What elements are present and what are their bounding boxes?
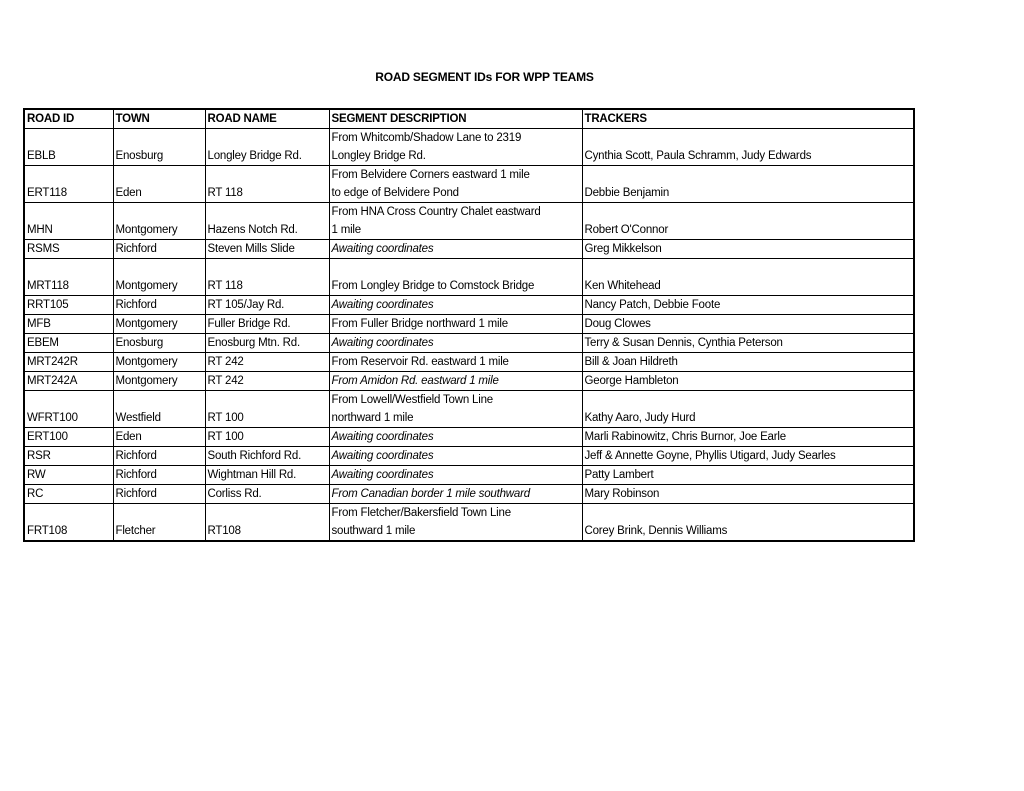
road-id-cell: MRT242R: [24, 353, 113, 372]
road-name-cell: RT 100: [205, 391, 329, 428]
segment-description-cell: [329, 428, 582, 447]
road-id-cell: MFB: [24, 315, 113, 334]
road-id-cell: RSMS: [24, 240, 113, 259]
road-name-cell: RT 118: [205, 166, 329, 203]
document-title: [0, 70, 1024, 84]
road-name-cell: Longley Bridge Rd.: [205, 129, 329, 166]
table-body: [24, 129, 914, 542]
road-name-cell: Wightman Hill Rd.: [205, 466, 329, 485]
road-id-cell: EBEM: [24, 334, 113, 353]
table-row: [24, 240, 914, 259]
segment-description-cell: [329, 129, 582, 166]
town-cell: Montgomery: [113, 372, 205, 391]
road-name-cell: RT 242: [205, 372, 329, 391]
town-cell: Fletcher: [113, 504, 205, 542]
segment-description-cell: [329, 203, 582, 240]
trackers-cell: Greg Mikkelson: [582, 240, 914, 259]
road-name-cell: RT 118: [205, 259, 329, 296]
trackers-cell: Marli Rabinowitz, Chris Burnor, Joe Earle: [582, 428, 914, 447]
table-row: [24, 296, 914, 315]
description-line: southward 1 mile: [331, 525, 416, 537]
road-id-cell: ERT118: [24, 166, 113, 203]
table-row: [24, 466, 914, 485]
table-row: [24, 372, 914, 391]
description-line: From Longley Bridge to Comstock Bridge: [331, 280, 535, 292]
trackers-cell: Bill & Joan Hildreth: [582, 353, 914, 372]
town-cell: Eden: [113, 166, 205, 203]
road-id-cell: RW: [24, 466, 113, 485]
segment-description-cell: [329, 485, 582, 504]
description-line: Awaiting coordinates: [331, 450, 434, 462]
description-line: From Fletcher/Bakersfield Town Line: [331, 507, 511, 519]
road-id-cell: RSR: [24, 447, 113, 466]
trackers-cell: Cynthia Scott, Paula Schramm, Judy Edwards: [582, 129, 914, 166]
description-line: From HNA Cross Country Chalet eastward: [331, 206, 541, 218]
trackers-cell: Mary Robinson: [582, 485, 914, 504]
table-row: [24, 485, 914, 504]
segment-description-cell: [329, 166, 582, 203]
road-name-cell: RT 105/Jay Rd.: [205, 296, 329, 315]
segment-description-cell: [329, 296, 582, 315]
table-row: [24, 315, 914, 334]
road-id-cell: RRT105: [24, 296, 113, 315]
trackers-cell: Robert O'Connor: [582, 203, 914, 240]
segment-description-cell: [329, 391, 582, 428]
road-id-cell: ERT100: [24, 428, 113, 447]
segment-description-cell: [329, 504, 582, 542]
road-name-cell: Enosburg Mtn. Rd.: [205, 334, 329, 353]
table-row: [24, 428, 914, 447]
road-id-cell: MRT242A: [24, 372, 113, 391]
table-row: [24, 334, 914, 353]
table-row: [24, 203, 914, 240]
town-cell: Richford: [113, 240, 205, 259]
trackers-cell: Patty Lambert: [582, 466, 914, 485]
title-text: ROAD SEGMENT IDs FOR WPP TEAMS: [375, 70, 594, 84]
header-road-id: ROAD ID: [24, 109, 113, 129]
description-line: From Whitcomb/Shadow Lane to 2319: [331, 132, 522, 144]
trackers-cell: Nancy Patch, Debbie Foote: [582, 296, 914, 315]
trackers-cell: George Hambleton: [582, 372, 914, 391]
trackers-cell: Jeff & Annette Goyne, Phyllis Utigard, Judy Searles: [582, 447, 914, 466]
trackers-cell: Kathy Aaro, Judy Hurd: [582, 391, 914, 428]
road-name-cell: RT 242: [205, 353, 329, 372]
town-cell: Montgomery: [113, 259, 205, 296]
road-id-cell: WFRT100: [24, 391, 113, 428]
road-id-cell: MHN: [24, 203, 113, 240]
segment-description-cell: [329, 353, 582, 372]
town-cell: Westfield: [113, 391, 205, 428]
description-line: Awaiting coordinates: [331, 299, 434, 311]
segment-description-cell: [329, 315, 582, 334]
description-line: Awaiting coordinates: [331, 431, 434, 443]
segment-description-cell: [329, 372, 582, 391]
road-name-cell: Fuller Bridge Rd.: [205, 315, 329, 334]
town-cell: Eden: [113, 428, 205, 447]
table-row: [24, 504, 914, 542]
road-name-cell: South Richford Rd.: [205, 447, 329, 466]
table-row: [24, 447, 914, 466]
description-line: Awaiting coordinates: [331, 469, 434, 481]
road-name-cell: Hazens Notch Rd.: [205, 203, 329, 240]
description-line: 1 mile: [331, 224, 361, 236]
town-cell: Montgomery: [113, 353, 205, 372]
description-line: From Reservoir Rd. eastward 1 mile: [331, 356, 509, 368]
trackers-cell: Ken Whitehead: [582, 259, 914, 296]
table-row: [24, 129, 914, 166]
description-line: Longley Bridge Rd.: [331, 150, 426, 162]
road-name-cell: RT 100: [205, 428, 329, 447]
description-line: From Lowell/Westfield Town Line: [331, 394, 493, 406]
trackers-cell: Terry & Susan Dennis, Cynthia Peterson: [582, 334, 914, 353]
description-line: From Fuller Bridge northward 1 mile: [331, 318, 508, 330]
header-segment-description: SEGMENT DESCRIPTION: [329, 109, 582, 129]
header-row: [24, 109, 914, 129]
trackers-cell: Debbie Benjamin: [582, 166, 914, 203]
description-line: Awaiting coordinates: [331, 243, 434, 255]
segment-description-cell: [329, 259, 582, 296]
town-cell: Richford: [113, 447, 205, 466]
town-cell: Montgomery: [113, 315, 205, 334]
table-row: [24, 353, 914, 372]
road-id-cell: EBLB: [24, 129, 113, 166]
header-town: TOWN: [113, 109, 205, 129]
road-name-cell: RT108: [205, 504, 329, 542]
trackers-cell: Corey Brink, Dennis Williams: [582, 504, 914, 542]
description-line: From Belvidere Corners eastward 1 mile: [331, 169, 530, 181]
description-line: Awaiting coordinates: [331, 337, 434, 349]
town-cell: Richford: [113, 466, 205, 485]
town-cell: Richford: [113, 485, 205, 504]
header-road-name: ROAD NAME: [205, 109, 329, 129]
table-row: [24, 391, 914, 428]
road-segments-table: [23, 108, 915, 542]
town-cell: Montgomery: [113, 203, 205, 240]
description-line: From Canadian border 1 mile southward: [331, 488, 530, 500]
road-id-cell: RC: [24, 485, 113, 504]
table-row: [24, 259, 914, 296]
town-cell: Enosburg: [113, 334, 205, 353]
description-line: to edge of Belvidere Pond: [331, 187, 459, 199]
segment-description-cell: [329, 334, 582, 353]
segment-description-cell: [329, 447, 582, 466]
town-cell: Richford: [113, 296, 205, 315]
header-trackers: TRACKERS: [582, 109, 914, 129]
segment-description-cell: [329, 240, 582, 259]
town-cell: Enosburg: [113, 129, 205, 166]
trackers-cell: Doug Clowes: [582, 315, 914, 334]
road-name-cell: Steven Mills Slide: [205, 240, 329, 259]
road-id-cell: FRT108: [24, 504, 113, 542]
road-id-cell: MRT118: [24, 259, 113, 296]
description-line: From Amidon Rd. eastward 1 mile: [331, 375, 499, 387]
description-line: northward 1 mile: [331, 412, 414, 424]
segment-description-cell: [329, 466, 582, 485]
road-name-cell: Corliss Rd.: [205, 485, 329, 504]
table-row: [24, 166, 914, 203]
